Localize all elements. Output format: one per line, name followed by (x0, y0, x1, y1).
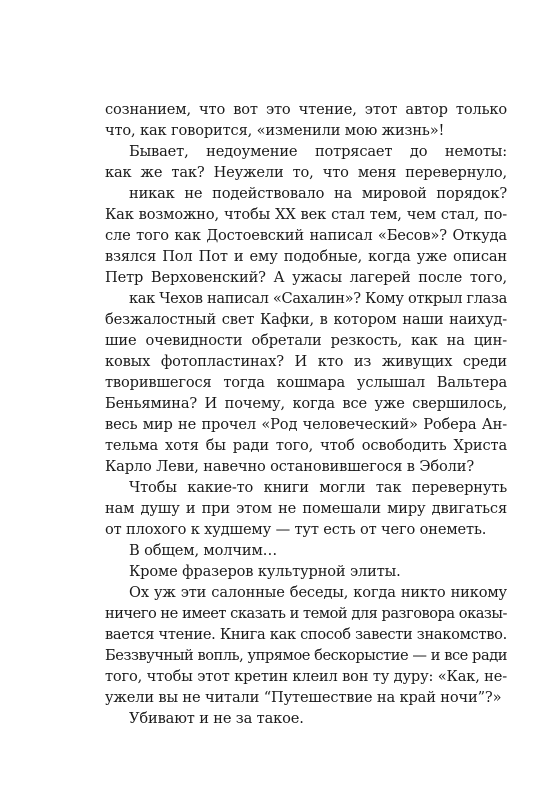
text-line: нам душу и при этом не помешали миру двигаться (105, 500, 507, 517)
text-line: Кроме фразеров культурной элиты. (129, 563, 401, 580)
text-line: Беньямина? И почему, когда все уже свершилось, (105, 395, 507, 412)
text-line: как Чехов написал «Сахалин»? Кому открыл глаза (129, 290, 507, 307)
text-line: Убивают и не за такое. (129, 710, 304, 727)
text-line: творившегося тогда кошмара услышал Вальтера (105, 374, 507, 391)
text-line: шие очевидности обретали резкость, как на цин- (105, 332, 507, 349)
text-line: вается чтение. Книга как способ завести знакомство. (105, 626, 507, 643)
text-line: весь мир не прочел «Род человеческий» Робера Ан- (105, 416, 507, 433)
text-line: что, как говорится, «изменили мою жизнь»! (105, 122, 445, 139)
text-line: Бывает, недоумение потрясает до немоты: (129, 143, 507, 160)
text-line: ужели вы не читали “Путешествие на край ночи”?» (105, 689, 502, 706)
text-line: от плохого к худшему — тут есть от чего онеметь. (105, 521, 487, 538)
text-line: Беззвучный вопль, упрямое бескорыстие — и все ради (105, 647, 507, 664)
text-line: ковых фотопластинах? И кто из живущих среди (105, 353, 507, 370)
text-line: Карло Леви, навечно остановившегося в Эболи? (105, 458, 475, 475)
text-line: Петр Верховенский? А ужасы лагерей после того, (105, 269, 507, 286)
text-line: взялся Пол Пот и ему подобные, когда уже описан (105, 248, 507, 265)
text-line: как же так? Неужели то, что меня перевернуло, (105, 164, 507, 181)
text-line: никак не подействовало на мировой порядок? (129, 185, 507, 202)
text-line: Как возможно, чтобы XX век стал тем, чем стал, по- (105, 206, 507, 223)
text-line: того, чтобы этот кретин клеил вон ту дуру: «Как, не- (105, 668, 507, 685)
text-line: безжалостный свет Кафки, в котором наши наихуд- (105, 311, 507, 328)
text-line: Ох уж эти салонные беседы, когда никто никому (129, 584, 507, 601)
text-line: сознанием, что вот это чтение, этот автор только (105, 101, 507, 118)
text-line: сле того как Достоевский написал «Бесов»? Откуда (105, 227, 507, 244)
text-line: В общем, молчим… (129, 542, 278, 559)
text-line: ничего не имеет сказать и темой для разговора оказы- (105, 605, 507, 622)
body-text (105, 99, 507, 729)
text-line: тельма хотя бы ради того, чтоб освободить Христа (105, 437, 507, 454)
text-line: Чтобы какие-то книги могли так перевернуть (129, 479, 507, 496)
